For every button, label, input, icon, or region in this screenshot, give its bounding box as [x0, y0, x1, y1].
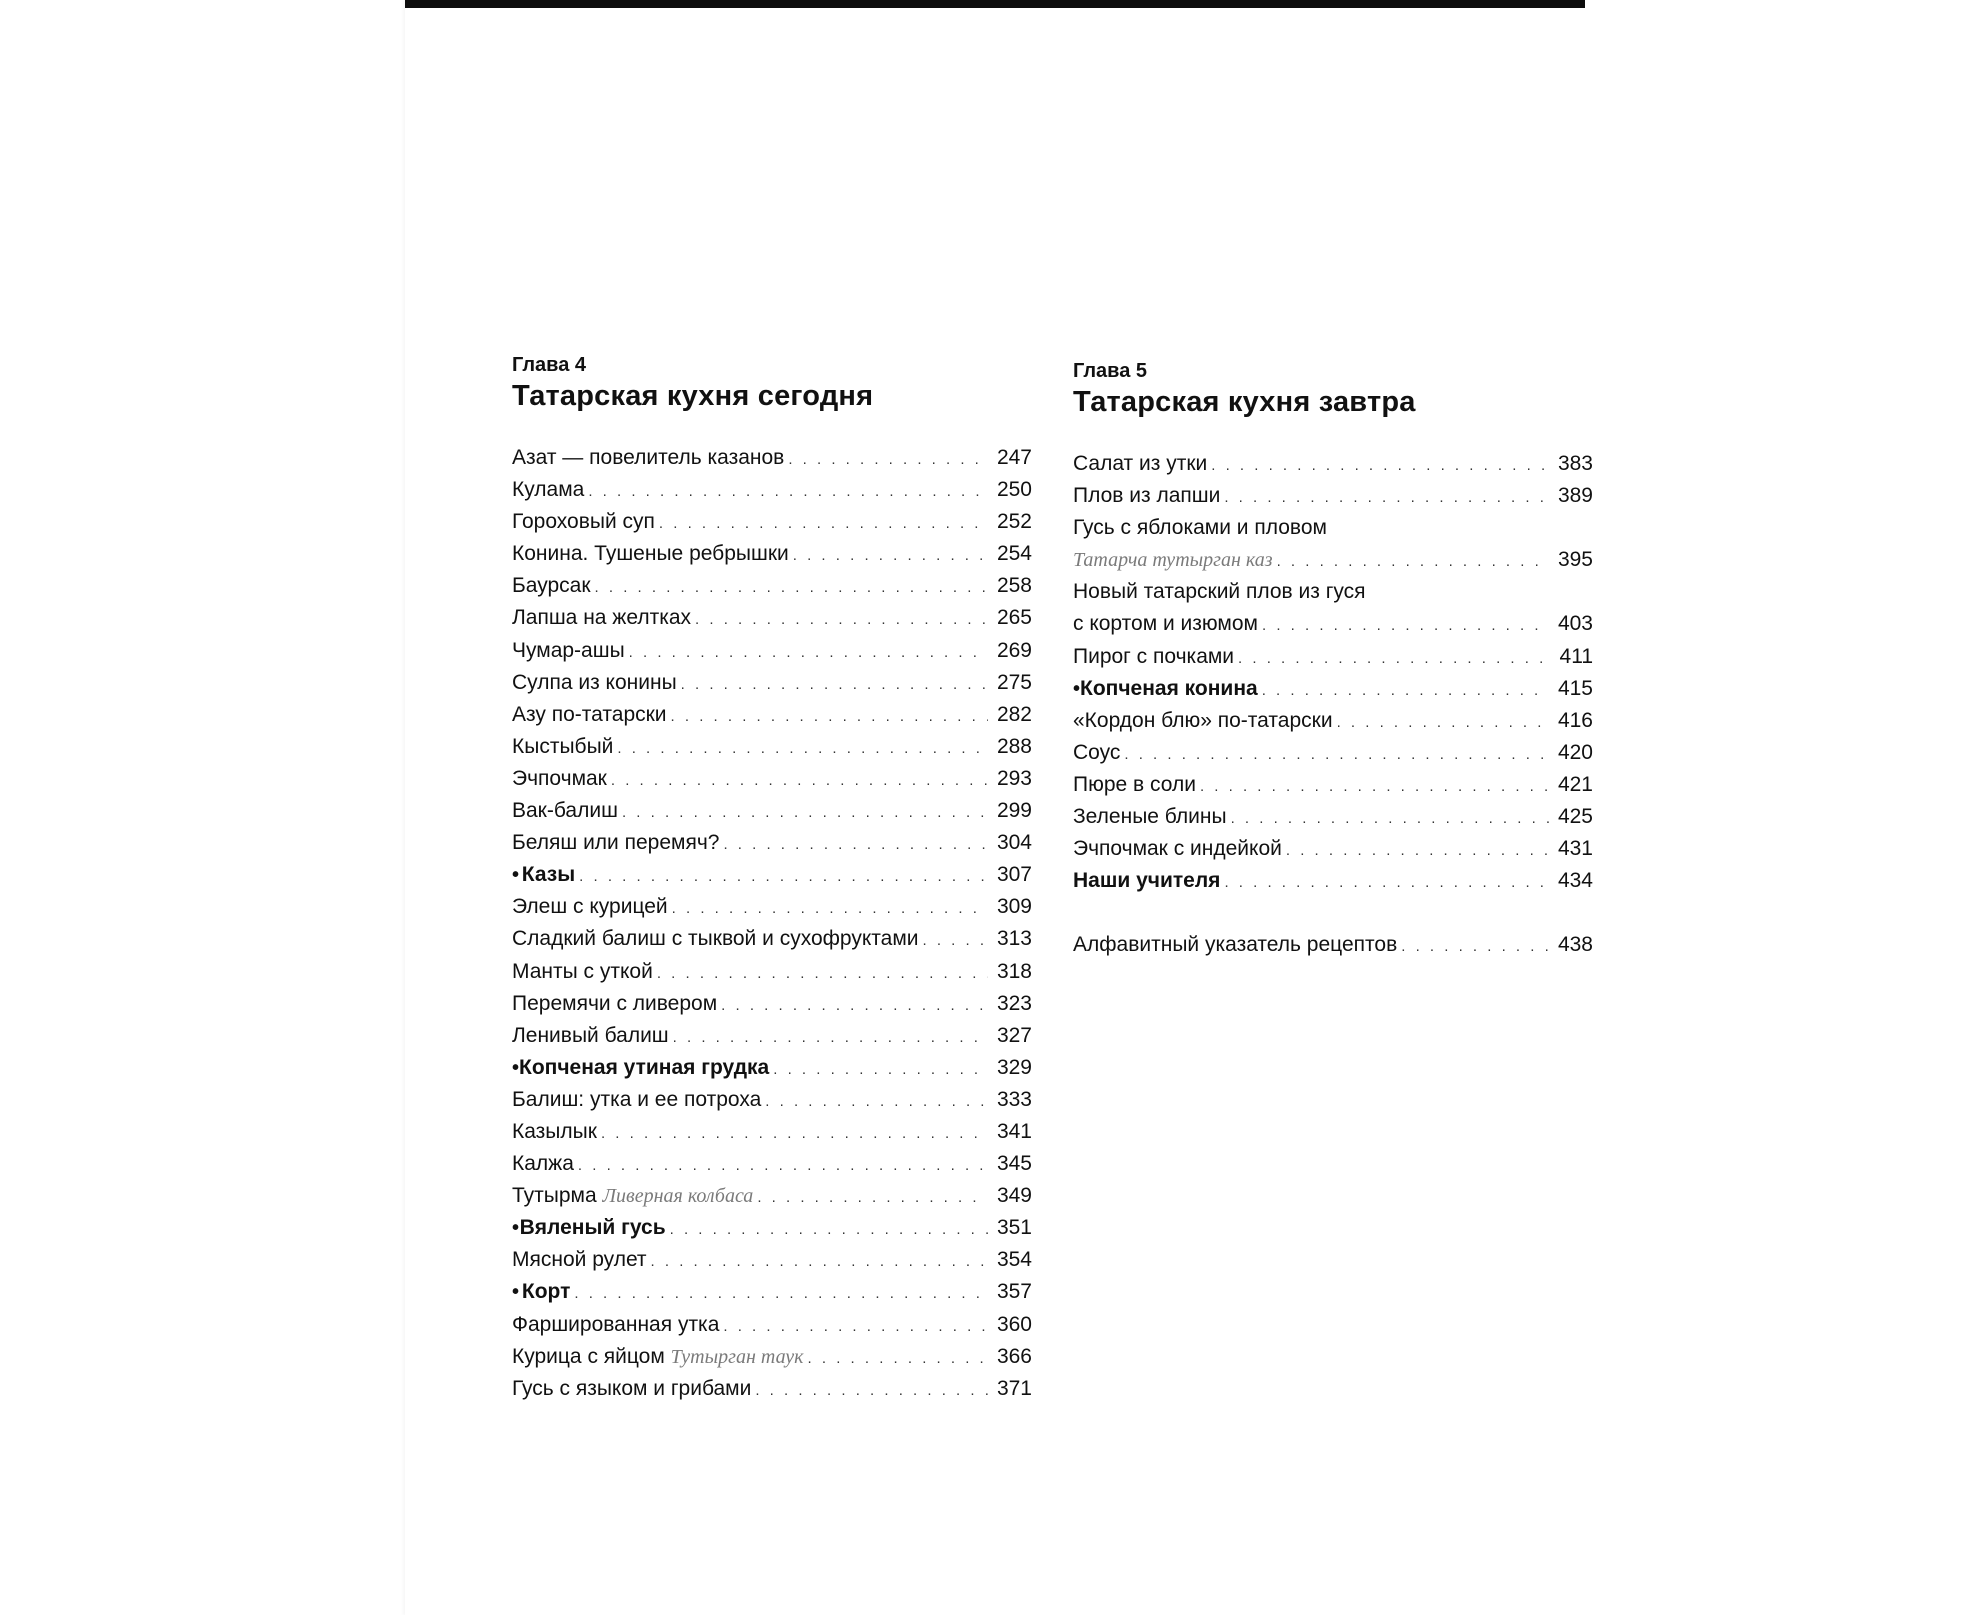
- toc-page-number: 403: [1557, 612, 1593, 636]
- toc-entry-title: [512, 795, 618, 827]
- toc-entry[interactable]: [512, 923, 1032, 955]
- toc-entry-title-text: Азат — повелитель казанов: [512, 446, 785, 469]
- chapter-4-column: [512, 352, 1032, 1405]
- toc-entry[interactable]: [1073, 705, 1593, 737]
- toc-entry[interactable]: [512, 538, 1032, 570]
- toc-entry[interactable]: [1073, 512, 1593, 544]
- toc-entry-native-name: Ливерная колбаса: [602, 1185, 754, 1208]
- bullet-icon: •: [512, 1056, 520, 1079]
- toc-entry-title-text: Корт: [521, 1280, 571, 1304]
- toc-entry[interactable]: [512, 1212, 1032, 1244]
- toc-entry[interactable]: [512, 956, 1032, 988]
- toc-entry-title: [512, 1148, 574, 1180]
- toc-entry[interactable]: [512, 1276, 1032, 1308]
- toc-entry[interactable]: [1073, 737, 1593, 769]
- toc-leader-dots: [1401, 931, 1549, 963]
- toc-entry-title: [512, 1309, 719, 1341]
- toc-entry-title-text: Беляш или перемяч?: [512, 831, 720, 855]
- toc-leader-dots: [793, 540, 988, 572]
- toc-entry-title-text: Сулпа из конины: [512, 670, 677, 694]
- toc-page-number: 250: [996, 478, 1032, 502]
- toc-entry-title-text: Вяленый гусь: [519, 1216, 666, 1240]
- toc-entry[interactable]: [512, 731, 1032, 763]
- toc-page-number: 371: [996, 1376, 1032, 1400]
- toc-entry-title-text: Перемячи с ливером: [512, 991, 718, 1015]
- toc-entry-title: [512, 474, 584, 506]
- toc-entry-title: [1073, 608, 1258, 640]
- toc-entry-title: [1080, 673, 1258, 705]
- bullet-icon: •: [512, 1217, 520, 1240]
- chapter-5-title: Татарская кухня завтра: [1073, 386, 1416, 418]
- toc-entry[interactable]: [512, 1180, 1032, 1212]
- toc-entry-title-text: Пюре в соли: [1073, 772, 1196, 796]
- toc-leader-dots: [808, 1343, 988, 1375]
- toc-entry[interactable]: [512, 1373, 1032, 1405]
- toc-page-number: 354: [996, 1248, 1032, 1272]
- toc-entry[interactable]: [1073, 608, 1593, 640]
- chapter-4-title: Татарская кухня сегодня: [512, 380, 874, 412]
- toc-page-number: 293: [996, 766, 1032, 790]
- toc-entry-title: [522, 1276, 570, 1308]
- toc-entry-title: [512, 956, 653, 988]
- toc-entry-title-text: Азу по-татарски: [512, 702, 667, 726]
- toc-entry-title-text: Казы: [521, 863, 576, 887]
- toc-page-number: 341: [996, 1119, 1032, 1143]
- toc-entry-title: [512, 699, 667, 731]
- toc-entry[interactable]: [1073, 641, 1593, 673]
- toc-entry-title: [512, 731, 613, 763]
- toc-entry-title-text: Пирог с почками: [1073, 644, 1235, 668]
- toc-entry-title-text: Конина. Тушеные ребрышки: [512, 542, 789, 566]
- toc-page-number: 329: [996, 1055, 1032, 1079]
- toc-entry-title-text: Чумар-ашы: [512, 638, 625, 662]
- toc-leader-dots: [681, 669, 988, 701]
- toc-entry[interactable]: [512, 1116, 1032, 1148]
- toc-entry-title-text: Наши учителя: [1073, 869, 1221, 893]
- toc-leader-dots: [1124, 739, 1549, 771]
- toc-entry[interactable]: [512, 1341, 1032, 1373]
- toc-entry-title-text: Гусь с языком и грибами: [512, 1376, 752, 1400]
- toc-leader-dots: [765, 1086, 988, 1118]
- toc-entry-title-text: Мясной рулет: [512, 1248, 647, 1272]
- chapter-5-toc-list: [1073, 448, 1593, 897]
- toc-entry-title: [512, 827, 719, 859]
- toc-page-number: 269: [996, 638, 1032, 662]
- toc-page-number: 318: [996, 959, 1032, 983]
- toc-page-number: 258: [996, 574, 1032, 598]
- bullet-icon: •: [1073, 677, 1081, 700]
- toc-entry-title: [512, 442, 784, 474]
- toc-page-number: 345: [996, 1152, 1032, 1176]
- toc-page-number: 323: [996, 991, 1032, 1015]
- toc-entry-title: [512, 1116, 597, 1148]
- toc-page-number: 421: [1557, 772, 1593, 796]
- toc-page-number: 313: [996, 927, 1032, 951]
- toc-leader-dots: [574, 1278, 988, 1310]
- toc-page-number: 415: [1557, 676, 1593, 700]
- toc-leader-dots: [670, 1214, 988, 1246]
- toc-entry-title: [1073, 641, 1234, 673]
- toc-leader-dots: [617, 733, 988, 765]
- toc-entry-title-text: Баурсак: [512, 574, 591, 598]
- toc-leader-dots: [1286, 835, 1549, 867]
- toc-leader-dots: [601, 1118, 988, 1150]
- toc-page-number: 252: [996, 510, 1032, 534]
- toc-entry-title: [1073, 801, 1227, 833]
- toc-entry[interactable]: [1073, 544, 1593, 576]
- toc-entry-title-text: Лапша на желтках: [512, 606, 692, 630]
- toc-entry[interactable]: [512, 891, 1032, 923]
- toc-leader-dots: [755, 1375, 988, 1407]
- toc-entry-title-text: Гусь с яблоками и пловом: [1073, 516, 1327, 540]
- toc-entry[interactable]: [512, 763, 1032, 795]
- toc-entry-title-text: Зеленые блины: [1073, 805, 1227, 829]
- toc-entry[interactable]: [512, 667, 1032, 699]
- toc-entry-title: [1073, 576, 1366, 608]
- toc-entry-title: Алфавитный указатель рецептов: [1073, 933, 1398, 957]
- toc-entry-title-text: Калжа: [512, 1152, 574, 1176]
- toc-entry-title: [512, 1180, 753, 1212]
- toc-entry[interactable]: [1073, 833, 1593, 865]
- toc-entry-title: [512, 602, 691, 634]
- toc-entry[interactable]: [512, 1309, 1032, 1341]
- toc-entry-title: [1073, 769, 1196, 801]
- toc-entry-title-text: Гороховый суп: [512, 510, 655, 534]
- toc-leader-dots: [1231, 803, 1549, 835]
- toc-entry-title-text: Кулама: [512, 478, 585, 502]
- toc-entry-title: [512, 1341, 804, 1373]
- toc-leader-dots: [923, 925, 988, 957]
- top-edge-rule: [405, 0, 1585, 8]
- toc-entry-title: [522, 859, 575, 891]
- toc-entry-title: [512, 891, 668, 923]
- toc-page-number: 395: [1557, 548, 1593, 572]
- toc-leader-dots: [671, 701, 988, 733]
- toc-leader-dots: [757, 1182, 988, 1214]
- toc-entry[interactable]: [512, 859, 1032, 891]
- toc-entry-title-text: Эчпочмак: [512, 766, 607, 790]
- toc-page-number: 275: [996, 670, 1032, 694]
- toc-page-number: 431: [1557, 837, 1593, 861]
- toc-entry[interactable]: [512, 602, 1032, 634]
- toc-page-number: 420: [1557, 740, 1593, 764]
- toc-entry[interactable]: [1073, 801, 1593, 833]
- toc-leader-dots: [721, 990, 988, 1022]
- toc-page-number: 351: [996, 1216, 1032, 1240]
- toc-leader-dots: [629, 637, 988, 669]
- toc-entry[interactable]: [512, 988, 1032, 1020]
- toc-page-number: 327: [996, 1023, 1032, 1047]
- toc-entry[interactable]: [1073, 448, 1593, 480]
- toc-leader-dots: [651, 1246, 988, 1278]
- toc-page-number: 333: [996, 1087, 1032, 1111]
- toc-leader-dots: [1200, 771, 1549, 803]
- toc-leader-dots: [788, 444, 988, 476]
- toc-entry-title-text: Кыстыбый: [512, 734, 614, 758]
- toc-entry-title: [1073, 512, 1327, 544]
- toc-leader-dots: [579, 861, 988, 893]
- toc-entry-title: [512, 988, 717, 1020]
- toc-entry-title: [520, 1212, 666, 1244]
- toc-entry-title-text: Копченая конина: [1080, 676, 1258, 700]
- toc-page-number: 288: [996, 734, 1032, 758]
- toc-entry-title-text: с кортом и изюмом: [1073, 612, 1258, 636]
- toc-page-number: 307: [996, 863, 1032, 887]
- toc-entry-title-text: Тутырма: [512, 1184, 597, 1208]
- toc-entry-title: [1073, 833, 1282, 865]
- toc-entry-index[interactable]: [1073, 929, 1593, 961]
- toc-entry-title-text: Курица с яйцом: [512, 1344, 665, 1368]
- toc-page-number: 254: [996, 542, 1032, 566]
- toc-entry[interactable]: [512, 699, 1032, 731]
- toc-entry-native-name: Тутырган таук: [670, 1345, 804, 1368]
- toc-entry-title-text: Сладкий балиш с тыквой и сухофруктами: [512, 927, 919, 951]
- toc-entry[interactable]: [1073, 576, 1593, 608]
- toc-entry-title: [512, 667, 677, 699]
- toc-leader-dots: [659, 508, 988, 540]
- toc-entry-title: [512, 1084, 761, 1116]
- toc-entry[interactable]: [512, 1244, 1032, 1276]
- toc-entry-title: [512, 1020, 669, 1052]
- chapter-4-label: Глава 4: [512, 354, 587, 376]
- toc-leader-dots: [723, 829, 988, 861]
- toc-entry-title: [512, 923, 919, 955]
- toc-entry-title: [1073, 865, 1220, 897]
- toc-entry-title-text: Салат из утки: [1073, 452, 1208, 475]
- toc-leader-dots: [695, 604, 988, 636]
- toc-page-number: 366: [996, 1344, 1032, 1368]
- toc-entry[interactable]: [1073, 480, 1593, 512]
- toc-leader-dots: [578, 1150, 988, 1182]
- toc-leader-dots: [1262, 675, 1549, 707]
- toc-entry-title: [512, 1244, 647, 1276]
- toc-entry-title: [512, 1373, 751, 1405]
- toc-page-number: 425: [1557, 805, 1593, 829]
- toc-entry[interactable]: [512, 827, 1032, 859]
- toc-leader-dots: [657, 958, 988, 990]
- toc-entry-title: [1073, 480, 1220, 512]
- toc-entry-title-text: Балиш: утка и ее потроха: [512, 1087, 762, 1111]
- toc-leader-dots: [622, 797, 988, 829]
- toc-entry-title: [1073, 544, 1273, 576]
- toc-entry[interactable]: [1073, 673, 1593, 705]
- toc-entry[interactable]: [512, 570, 1032, 602]
- toc-page-number: 416: [1557, 708, 1593, 732]
- toc-leader-dots: [1238, 643, 1549, 675]
- toc-entry[interactable]: [1073, 769, 1593, 801]
- toc-entry-title-text: Эчпочмак с индейкой: [1073, 837, 1282, 861]
- toc-page-number: 265: [996, 606, 1032, 630]
- toc-entry-title: [512, 635, 625, 667]
- toc-page-number: 411: [1559, 644, 1593, 668]
- toc-leader-dots: [588, 476, 988, 508]
- toc-entry[interactable]: [1073, 865, 1593, 897]
- toc-page-number: 438: [1557, 933, 1593, 957]
- toc-leader-dots: [723, 1311, 988, 1343]
- toc-entry-title-text: Копченая утиная грудка: [519, 1055, 770, 1079]
- toc-entry[interactable]: [512, 1148, 1032, 1180]
- toc-entry-native-name: Татарча тутырган каз: [1073, 549, 1273, 572]
- toc-page-number: 309: [996, 895, 1032, 919]
- toc-entry-title: [512, 506, 655, 538]
- toc-entry-title: [512, 570, 591, 602]
- toc-leader-dots: [1277, 546, 1549, 578]
- toc-entry-title: [1073, 737, 1120, 769]
- toc-page-number: 383: [1557, 452, 1593, 475]
- toc-page-number: 389: [1557, 484, 1593, 508]
- index-toc-list: [1073, 929, 1593, 961]
- toc-entry[interactable]: [512, 474, 1032, 506]
- toc-leader-dots: [595, 572, 988, 604]
- toc-page-number: 247: [996, 446, 1032, 469]
- toc-page-number: 360: [996, 1312, 1032, 1336]
- toc-entry-title-text: Фаршированная утка: [512, 1312, 720, 1336]
- bullet-icon: •: [512, 1281, 520, 1304]
- toc-entry[interactable]: [512, 1052, 1032, 1084]
- toc-entry-title: [519, 1052, 769, 1084]
- toc-entry[interactable]: [512, 1084, 1032, 1116]
- toc-page-number: 299: [996, 799, 1032, 823]
- toc-entry-title: [512, 763, 607, 795]
- toc-page-number: 282: [996, 702, 1032, 726]
- toc-entry-title-text: Плов из лапши: [1073, 484, 1221, 508]
- toc-leader-dots: [611, 765, 988, 797]
- toc-entry-title: [1073, 448, 1207, 480]
- chapter-5-label: Глава 5: [1073, 360, 1148, 382]
- toc-leader-dots: [1262, 610, 1549, 642]
- toc-leader-dots: [673, 1022, 988, 1054]
- toc-entry-title-text: Соус: [1073, 740, 1121, 764]
- toc-entry[interactable]: [512, 442, 1032, 474]
- toc-entry[interactable]: [512, 1020, 1032, 1052]
- toc-entry-title-text: Ленивый балиш: [512, 1023, 669, 1047]
- bullet-icon: •: [512, 864, 520, 887]
- toc-leader-dots: [1337, 707, 1549, 739]
- toc-entry[interactable]: [512, 635, 1032, 667]
- toc-entry-title-text: Новый татарский плов из гуся: [1073, 580, 1366, 604]
- toc-entry-title-text: Вак-балиш: [512, 799, 618, 823]
- toc-page-number: 304: [996, 831, 1032, 855]
- toc-page-number: 357: [996, 1280, 1032, 1304]
- toc-entry-title-text: Элеш с курицей: [512, 895, 668, 919]
- chapter-5-column: [1073, 358, 1593, 961]
- toc-leader-dots: [1224, 867, 1549, 899]
- toc-page-number: 349: [996, 1184, 1032, 1208]
- toc-entry-title-text: Казылык: [512, 1119, 597, 1143]
- toc-leader-dots: [672, 893, 988, 925]
- toc-entry[interactable]: [512, 506, 1032, 538]
- toc-leader-dots: [773, 1054, 988, 1086]
- toc-entry-title: [512, 538, 789, 570]
- toc-leader-dots: [1211, 450, 1549, 482]
- toc-entry-title-text: «Кордон блю» по-татарски: [1073, 708, 1333, 732]
- toc-entry-title-text: Манты с уткой: [512, 959, 653, 983]
- toc-entry-title: [1073, 705, 1333, 737]
- toc-leader-dots: [1224, 482, 1549, 514]
- toc-page-number: 434: [1557, 869, 1593, 893]
- chapter-4-toc-list: [512, 442, 1032, 1405]
- toc-entry[interactable]: [512, 795, 1032, 827]
